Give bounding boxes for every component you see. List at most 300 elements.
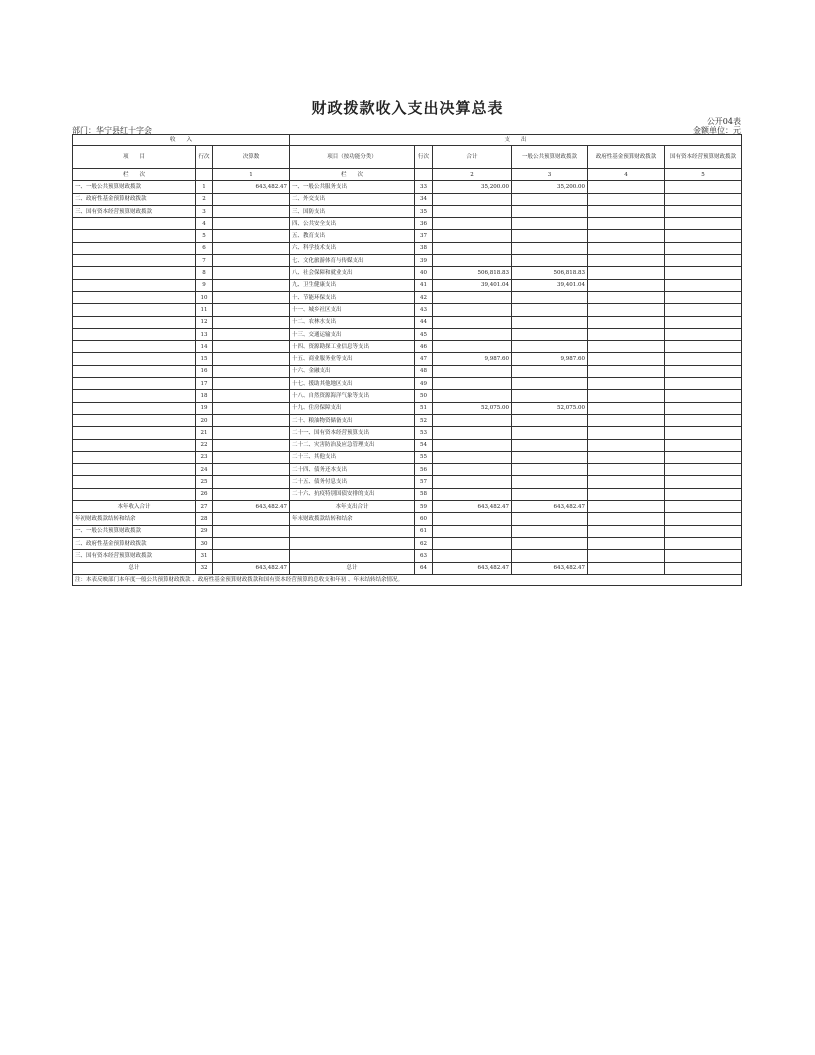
income-item-cell [73, 365, 196, 377]
gov-fund-cell [588, 218, 665, 230]
expense-total-cell [433, 464, 512, 476]
state-capital-cell [665, 316, 742, 328]
income-amount-cell [213, 193, 290, 205]
general-budget-cell [512, 525, 588, 537]
income-item-cell [73, 328, 196, 340]
table-row [73, 205, 742, 217]
expense-total-cell [433, 550, 512, 562]
expense-item-cell: 二、外交支出 [290, 193, 415, 205]
expense-line-no-cell: 41 [415, 279, 433, 291]
report-table [72, 134, 742, 586]
expense-line-no-cell: 40 [415, 267, 433, 279]
state-capital-cell [665, 525, 742, 537]
expense-line-no-cell: 56 [415, 464, 433, 476]
expense-line-no-cell: 61 [415, 525, 433, 537]
income-item-cell [73, 341, 196, 353]
state-capital-cell [665, 205, 742, 217]
state-capital-cell [665, 402, 742, 414]
state-capital-cell [665, 181, 742, 193]
general-budget-cell [512, 488, 588, 500]
income-amount-cell: 643,482.47 [213, 562, 290, 574]
expense-total-cell [433, 291, 512, 303]
expense-total-cell [433, 193, 512, 205]
income-line-no-cell: 25 [196, 476, 213, 488]
table-row [73, 390, 742, 402]
gov-fund-cell [588, 414, 665, 426]
col-header-general-budget: 一般公共预算财政拨款 [512, 146, 588, 169]
expense-total-cell: 52,075.00 [433, 402, 512, 414]
expense-group-header: 支 出 [290, 135, 742, 146]
income-line-no-cell: 17 [196, 378, 213, 390]
gov-fund-cell [588, 537, 665, 549]
income-line-no-cell: 30 [196, 537, 213, 549]
general-budget-cell [512, 451, 588, 463]
gov-fund-cell [588, 242, 665, 254]
income-amount-cell [213, 439, 290, 451]
income-item-cell: 一、一般公共预算财政拨款 [73, 525, 196, 537]
income-line-no-cell: 21 [196, 427, 213, 439]
expense-total-cell [433, 341, 512, 353]
state-capital-cell [665, 550, 742, 562]
col-header-line-no: 行次 [196, 146, 213, 169]
income-group-header: 收 入 [73, 135, 290, 146]
expense-item-cell: 十六、金融支出 [290, 365, 415, 377]
expense-total-cell [433, 476, 512, 488]
gov-fund-cell [588, 279, 665, 291]
state-capital-cell [665, 291, 742, 303]
expense-line-no-cell: 58 [415, 488, 433, 500]
expense-line-no-cell: 50 [415, 390, 433, 402]
general-budget-cell: 39,401.04 [512, 279, 588, 291]
expense-total-cell [433, 304, 512, 316]
income-amount-cell [213, 402, 290, 414]
income-line-no-cell: 13 [196, 328, 213, 340]
expense-line-no-cell: 62 [415, 537, 433, 549]
state-capital-cell [665, 242, 742, 254]
income-line-no-cell: 1 [196, 181, 213, 193]
income-item-cell [73, 451, 196, 463]
state-capital-cell [665, 513, 742, 525]
expense-total-cell [433, 390, 512, 402]
table-row [73, 525, 742, 537]
gov-fund-cell [588, 304, 665, 316]
income-item-cell [73, 255, 196, 267]
table-row [73, 193, 742, 205]
expense-item-cell: 十一、城乡社区支出 [290, 304, 415, 316]
expense-item-cell: 二十三、其他支出 [290, 451, 415, 463]
income-line-no-cell: 28 [196, 513, 213, 525]
income-line-no-cell: 29 [196, 525, 213, 537]
income-amount-cell [213, 378, 290, 390]
income-line-no-cell: 5 [196, 230, 213, 242]
col-num-2: 2 [433, 169, 512, 181]
expense-total-cell [433, 218, 512, 230]
income-amount-cell [213, 365, 290, 377]
gov-fund-cell [588, 513, 665, 525]
gov-fund-cell [588, 267, 665, 279]
income-item-cell: 三、国有资本经营预算财政拨款 [73, 205, 196, 217]
col-num-3: 3 [512, 169, 588, 181]
gov-fund-cell [588, 378, 665, 390]
gov-fund-cell [588, 328, 665, 340]
income-line-no-cell: 26 [196, 488, 213, 500]
gov-fund-cell [588, 464, 665, 476]
table-row [73, 414, 742, 426]
income-line-no-cell: 32 [196, 562, 213, 574]
gov-fund-cell [588, 439, 665, 451]
state-capital-cell [665, 562, 742, 574]
expense-line-no-cell: 59 [415, 501, 433, 513]
income-line-no-cell: 11 [196, 304, 213, 316]
table-row [73, 501, 742, 513]
state-capital-cell [665, 488, 742, 500]
gov-fund-cell [588, 427, 665, 439]
income-amount-cell [213, 304, 290, 316]
expense-line-no-cell: 52 [415, 414, 433, 426]
expense-item-cell: 三、国防支出 [290, 205, 415, 217]
column-number-row [73, 169, 742, 181]
expense-total-cell [433, 414, 512, 426]
income-line-no-cell: 27 [196, 501, 213, 513]
income-line-no-cell: 4 [196, 218, 213, 230]
income-amount-cell [213, 230, 290, 242]
income-line-no-cell: 16 [196, 365, 213, 377]
gov-fund-cell [588, 181, 665, 193]
income-amount-cell [213, 341, 290, 353]
state-capital-cell [665, 414, 742, 426]
income-item-cell [73, 230, 196, 242]
general-budget-cell [512, 255, 588, 267]
gov-fund-cell [588, 550, 665, 562]
income-item-cell: 年初财政拨款结转和结余 [73, 513, 196, 525]
expense-line-no-cell: 53 [415, 427, 433, 439]
table-row [73, 242, 742, 254]
expense-item-cell: 二十五、债务付息支出 [290, 476, 415, 488]
expense-line-no-cell: 57 [415, 476, 433, 488]
expense-item-cell: 十二、农林水支出 [290, 316, 415, 328]
income-amount-cell [213, 537, 290, 549]
col-num-5: 5 [665, 169, 742, 181]
gov-fund-cell [588, 193, 665, 205]
expense-line-no-cell: 48 [415, 365, 433, 377]
income-amount-cell [213, 451, 290, 463]
expense-item-cell: 二十四、债务还本支出 [290, 464, 415, 476]
income-item-cell [73, 464, 196, 476]
state-capital-cell [665, 464, 742, 476]
gov-fund-cell [588, 353, 665, 365]
expense-line-no-cell: 64 [415, 562, 433, 574]
state-capital-cell [665, 230, 742, 242]
expense-total-cell [433, 230, 512, 242]
note-row [73, 574, 742, 585]
general-budget-cell [512, 513, 588, 525]
income-item-cell [73, 402, 196, 414]
general-budget-cell [512, 205, 588, 217]
table-row [73, 341, 742, 353]
expense-total-cell: 9,987.60 [433, 353, 512, 365]
expense-item-cell: 八、社会保障和就业支出 [290, 267, 415, 279]
income-item-cell [73, 439, 196, 451]
col-header-gov-fund: 政府性基金预算财政拨款 [588, 146, 665, 169]
expense-line-no-cell: 47 [415, 353, 433, 365]
income-amount-cell [213, 316, 290, 328]
expense-total-cell: 35,200.00 [433, 181, 512, 193]
gov-fund-cell [588, 230, 665, 242]
income-line-no-cell: 22 [196, 439, 213, 451]
general-budget-cell [512, 537, 588, 549]
expense-total-cell [433, 451, 512, 463]
income-amount-cell [213, 279, 290, 291]
income-line-no-cell: 23 [196, 451, 213, 463]
expense-line-no-cell: 45 [415, 328, 433, 340]
income-item-cell: 本年收入合计 [73, 501, 196, 513]
expense-item-cell: 一、一般公共服务支出 [290, 181, 415, 193]
general-budget-cell [512, 390, 588, 402]
income-amount-cell [213, 242, 290, 254]
expense-item-cell [290, 550, 415, 562]
general-budget-cell [512, 439, 588, 451]
expense-item-cell: 二十一、国有资本经营预算支出 [290, 427, 415, 439]
expense-total-cell [433, 328, 512, 340]
gov-fund-cell [588, 476, 665, 488]
gov-fund-cell [588, 205, 665, 217]
income-item-cell [73, 267, 196, 279]
column-header-row [73, 146, 742, 169]
income-item-cell: 三、国有资本经营预算财政拨款 [73, 550, 196, 562]
income-line-no-cell: 18 [196, 390, 213, 402]
expense-total-cell [433, 439, 512, 451]
income-amount-cell [213, 205, 290, 217]
table-row [73, 488, 742, 500]
gov-fund-cell [588, 525, 665, 537]
income-line-no-cell: 3 [196, 205, 213, 217]
income-amount-cell [213, 464, 290, 476]
income-line-no-cell: 10 [196, 291, 213, 303]
expense-item-cell: 年末财政拨款结转和结余 [290, 513, 415, 525]
expense-item-cell: 五、教育支出 [290, 230, 415, 242]
income-amount-cell [213, 267, 290, 279]
expense-total-cell: 39,401.04 [433, 279, 512, 291]
table-row [73, 218, 742, 230]
state-capital-cell [665, 304, 742, 316]
expense-item-cell: 二十六、抗疫特别国债安排的支出 [290, 488, 415, 500]
general-budget-cell [512, 464, 588, 476]
table-row [73, 464, 742, 476]
table-row [73, 316, 742, 328]
income-line-no-cell: 8 [196, 267, 213, 279]
income-line-no-cell: 6 [196, 242, 213, 254]
state-capital-cell [665, 501, 742, 513]
col-header-total: 合计 [433, 146, 512, 169]
income-amount-cell [213, 488, 290, 500]
gov-fund-cell [588, 341, 665, 353]
table-note: 注：本表反映部门本年度一般公共预算财政拨款 、政府性基金预算财政拨款和国有资本经营预算的总收支和年初 、年末结转结余情况。 [73, 574, 742, 585]
expense-line-no-cell: 46 [415, 341, 433, 353]
page-title: 财政拨款收入支出决算总表 [311, 99, 504, 117]
state-capital-cell [665, 439, 742, 451]
income-amount-cell [213, 328, 290, 340]
expense-item-cell: 十、节能环保支出 [290, 291, 415, 303]
expense-total-cell [433, 242, 512, 254]
table-row [73, 304, 742, 316]
general-budget-cell: 643,482.47 [512, 501, 588, 513]
income-amount-cell [213, 550, 290, 562]
gov-fund-cell [588, 402, 665, 414]
expense-item-cell: 十九、住房保障支出 [290, 402, 415, 414]
income-item-cell: 总计 [73, 562, 196, 574]
state-capital-cell [665, 218, 742, 230]
income-amount-cell [213, 525, 290, 537]
gov-fund-cell [588, 291, 665, 303]
expense-total-cell [433, 365, 512, 377]
income-amount-cell [213, 291, 290, 303]
expense-item-cell: 十四、资源勘探工业信息等支出 [290, 341, 415, 353]
expense-total-cell: 643,482.47 [433, 501, 512, 513]
income-amount-cell: 643,482.47 [213, 181, 290, 193]
income-amount-cell: 643,482.47 [213, 501, 290, 513]
income-item-cell [73, 304, 196, 316]
col-header-state-capital: 国有资本经营预算财政拨款 [665, 146, 742, 169]
gov-fund-cell [588, 451, 665, 463]
expense-line-no-cell: 35 [415, 205, 433, 217]
state-capital-cell [665, 451, 742, 463]
expense-total-cell [433, 525, 512, 537]
form-code: 公开04表 [706, 117, 741, 126]
table-row [73, 427, 742, 439]
income-line-no-cell: 12 [196, 316, 213, 328]
table-row [73, 378, 742, 390]
table-row [73, 328, 742, 340]
general-budget-cell [512, 427, 588, 439]
table-row [73, 353, 742, 365]
table-row [73, 291, 742, 303]
state-capital-cell [665, 193, 742, 205]
gov-fund-cell [588, 562, 665, 574]
expense-total-cell [433, 513, 512, 525]
income-line-no-cell: 15 [196, 353, 213, 365]
col-num-empty [415, 169, 433, 181]
expense-line-no-cell: 51 [415, 402, 433, 414]
expense-line-no-cell: 33 [415, 181, 433, 193]
expense-item-cell: 六、科学技术支出 [290, 242, 415, 254]
income-item-cell [73, 414, 196, 426]
gov-fund-cell [588, 390, 665, 402]
expense-total-cell [433, 255, 512, 267]
income-amount-cell [213, 427, 290, 439]
state-capital-cell [665, 279, 742, 291]
expense-item-cell: 十三、交通运输支出 [290, 328, 415, 340]
general-budget-cell [512, 341, 588, 353]
income-line-no-cell: 7 [196, 255, 213, 267]
income-amount-cell [213, 353, 290, 365]
expense-item-cell: 十八、自然资源海洋气象等支出 [290, 390, 415, 402]
general-budget-cell: 9,987.60 [512, 353, 588, 365]
income-line-no-cell: 20 [196, 414, 213, 426]
table-row [73, 476, 742, 488]
expense-item-cell: 七、文化旅游体育与传媒支出 [290, 255, 415, 267]
expense-line-no-cell: 42 [415, 291, 433, 303]
state-capital-cell [665, 341, 742, 353]
col-label-left: 栏 次 [73, 169, 196, 181]
income-line-no-cell: 14 [196, 341, 213, 353]
gov-fund-cell [588, 316, 665, 328]
col-num-4: 4 [588, 169, 665, 181]
income-item-cell: 一、一般公共预算财政拨款 [73, 181, 196, 193]
gov-fund-cell [588, 501, 665, 513]
gov-fund-cell [588, 255, 665, 267]
general-budget-cell: 52,075.00 [512, 402, 588, 414]
expense-line-no-cell: 37 [415, 230, 433, 242]
group-header-row [73, 135, 742, 146]
expense-total-cell [433, 378, 512, 390]
col-header-item: 项 目 [73, 146, 196, 169]
income-item-cell [73, 488, 196, 500]
general-budget-cell [512, 291, 588, 303]
state-capital-cell [665, 427, 742, 439]
state-capital-cell [665, 476, 742, 488]
expense-line-no-cell: 38 [415, 242, 433, 254]
expense-total-cell [433, 316, 512, 328]
income-item-cell [73, 279, 196, 291]
expense-total-cell [433, 488, 512, 500]
expense-line-no-cell: 63 [415, 550, 433, 562]
state-capital-cell [665, 390, 742, 402]
state-capital-cell [665, 267, 742, 279]
expense-line-no-cell: 55 [415, 451, 433, 463]
income-item-cell [73, 242, 196, 254]
expense-total-cell [433, 427, 512, 439]
expense-item-cell: 二十二、灾害防治及应急管理支出 [290, 439, 415, 451]
general-budget-cell [512, 193, 588, 205]
income-item-cell: 二、政府性基金预算财政拨款 [73, 537, 196, 549]
income-item-cell [73, 427, 196, 439]
income-item-cell [73, 218, 196, 230]
income-item-cell [73, 291, 196, 303]
state-capital-cell [665, 378, 742, 390]
expense-total-cell: 506,818.83 [433, 267, 512, 279]
income-item-cell [73, 353, 196, 365]
col-header-final-amount: 决算数 [213, 146, 290, 169]
income-amount-cell [213, 255, 290, 267]
general-budget-cell: 506,818.83 [512, 267, 588, 279]
income-amount-cell [213, 476, 290, 488]
general-budget-cell [512, 230, 588, 242]
table-row [73, 562, 742, 574]
income-line-no-cell: 24 [196, 464, 213, 476]
table-row [73, 255, 742, 267]
table-row [73, 402, 742, 414]
general-budget-cell [512, 550, 588, 562]
expense-line-no-cell: 43 [415, 304, 433, 316]
state-capital-cell [665, 328, 742, 340]
general-budget-cell [512, 365, 588, 377]
table-row [73, 550, 742, 562]
expense-item-cell [290, 537, 415, 549]
income-item-cell [73, 378, 196, 390]
income-line-no-cell: 31 [196, 550, 213, 562]
department-label: 部门：华宁县红十字会 [72, 126, 152, 135]
state-capital-cell [665, 537, 742, 549]
col-num-1: 1 [213, 169, 290, 181]
col-header-line-no-2: 行次 [415, 146, 433, 169]
expense-item-cell: 四、公共安全支出 [290, 218, 415, 230]
income-amount-cell [213, 414, 290, 426]
table-row [73, 230, 742, 242]
general-budget-cell [512, 304, 588, 316]
col-num-empty [196, 169, 213, 181]
gov-fund-cell [588, 365, 665, 377]
state-capital-cell [665, 365, 742, 377]
